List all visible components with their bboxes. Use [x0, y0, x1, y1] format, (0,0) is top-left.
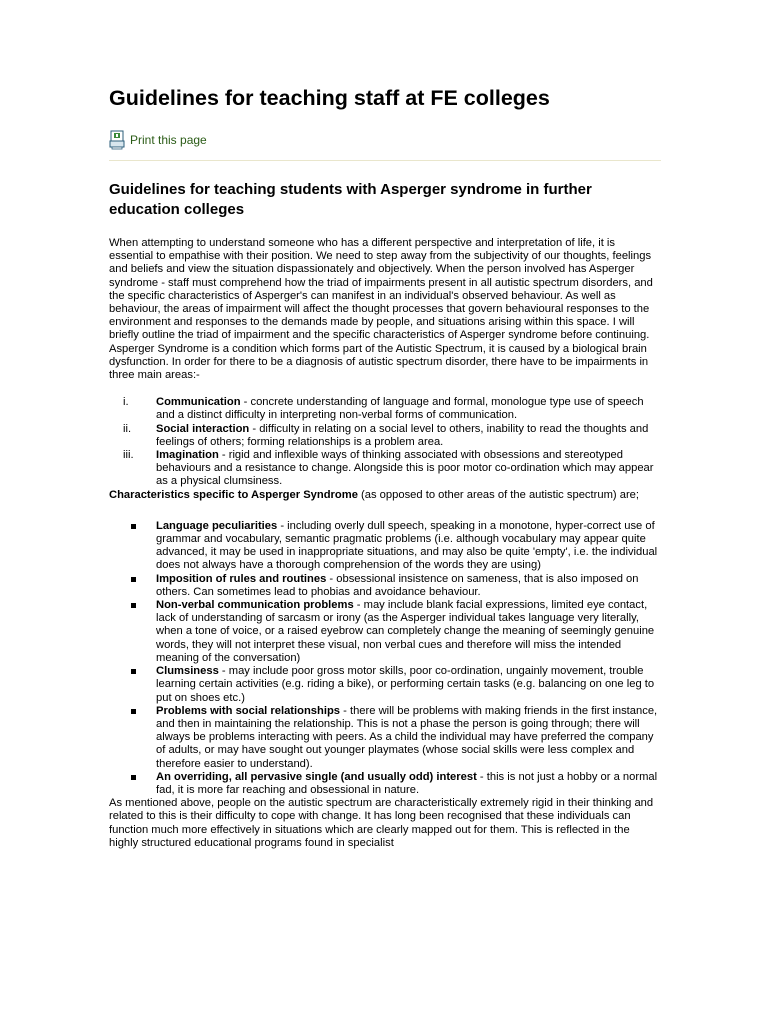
list-item	[109, 573, 661, 599]
list-number: ii.	[123, 422, 132, 435]
list-item	[109, 396, 661, 422]
list-text: - may include poor gross motor skills, poor co-ordination, ungainly movement, trouble learning certain activities (e.g. riding a bike), or performing certain tasks (e.g. balancing on one leg to put on shoes etc.)	[156, 665, 655, 704]
list-term: Communication	[156, 396, 241, 409]
article-subheading: Guidelines for teaching students with Asperger syndrome in further education colleges	[109, 181, 592, 218]
list-item	[109, 665, 661, 705]
list-text: - may include blank facial expressions, limited eye contact, lack of understanding of sarcasm or irony (as the Asperger individual takes language very literally, when a tone of voice, or a raised eyebrow can completely change the meaning of seemingly genuine words, they will not interpret these visual, non verbal cues and therefore will miss the intended meaning of the conversation)	[156, 599, 655, 664]
list-number: i.	[123, 396, 129, 409]
characteristics-paragraph	[109, 489, 661, 502]
list-text: - rigid and inflexible ways of thinking associated with obsessions and stereotyped behaviours and a resistance to change. Alongside this is poor motor co-ordination which may appear as a physical clumsiness.	[156, 449, 654, 488]
list-term: Problems with social relationships	[156, 704, 341, 717]
list-number: iii.	[123, 449, 134, 462]
list-text: - this is not just a hobby or a normal fad, it is more far reaching and obsessional in nature.	[156, 770, 658, 796]
list-item	[109, 520, 661, 573]
list-item	[109, 771, 661, 797]
bullet-icon	[131, 669, 136, 674]
list-item	[109, 599, 661, 665]
printer-icon[interactable]	[109, 130, 125, 150]
triad-list	[109, 396, 661, 488]
intro-paragraph-2: Asperger Syndrome is a condition which forms part of the Autistic Spectrum, it is caused by a biological brain dysfunction. In order for there to be a diagnosis of autistic spectrum disorder, there have to be impairments in three main areas:-	[109, 342, 649, 382]
print-link-row[interactable]	[109, 130, 207, 150]
list-term: An overriding, all pervasive single (and usually odd) interest	[156, 770, 477, 783]
page-title: Guidelines for teaching staff at FE colleges	[109, 86, 550, 110]
list-term: Social interaction	[156, 422, 250, 435]
list-item	[109, 705, 661, 771]
bullet-icon	[131, 577, 136, 582]
list-text: - there will be problems with making friends in the first instance, and then in maintaining the relationship. This is not a phase the person is going through; there will always be problems interacting with peers. As a child the individual may have preferred the company of adults, or may have sought out younger playmates (whose social skills were less complex and therefore easier to understand).	[156, 704, 658, 770]
list-text: - including overly dull speech, speaking in a monotone, hyper-correct use of grammar and vocabulary, semantic pragmatic problems (i.e. although vocabulary may appear quite advanced, it may be used in inappropriate situations, and may also be quite 'empty', i.e. the individual does not always have a thorough comprehension of the words they are using)	[156, 519, 658, 572]
print-page-link[interactable]: Print this page	[130, 133, 207, 147]
list-text: - concrete understanding of language and formal, monologue type use of speech and a distinct difficulty in interpreting non-verbal forms of communication.	[156, 396, 644, 422]
bullet-icon	[131, 603, 136, 608]
list-item	[109, 423, 661, 449]
list-term: Clumsiness	[156, 665, 219, 678]
characteristics-intro: (as opposed to other areas of the autistic spectrum) are;	[357, 488, 639, 501]
list-text: - obsessional insistence on sameness, that is also imposed on others. Can sometimes lead to phobias and avoidance behaviour.	[156, 572, 639, 598]
characteristics-list	[109, 520, 661, 797]
characteristics-heading: Characteristics specific to Asperger Syndrome	[109, 488, 358, 501]
article-body	[109, 237, 661, 850]
list-term: Imagination	[156, 449, 219, 462]
list-term: Language peculiarities	[156, 519, 278, 532]
bullet-icon	[131, 709, 136, 714]
bullet-icon	[131, 524, 136, 529]
list-term: Non-verbal communication problems	[156, 599, 354, 612]
bullet-icon	[131, 775, 136, 780]
list-text: - difficulty in relating on a social level to others, inability to read the thoughts and feelings of others; forming relationships is a problem area.	[156, 422, 649, 448]
closing-paragraph: As mentioned above, people on the autistic spectrum are characteristically extremely rigid in their thinking and related to this is their difficulty to cope with change. It has long been recognised that these individuals can function much more effectively in situations which are clearly mapped out for them. This is reflected in the highly structured educational programs found in specialist	[109, 797, 654, 849]
list-term: Imposition of rules and routines	[156, 572, 327, 585]
divider	[109, 160, 661, 161]
intro-paragraph: When attempting to understand someone who has a different perspective and interpretation of life, it is essential to empathise with their position. We need to step away from the subjectivity of our thoughts, feelings and beliefs and view the situation dispassionately and objectively. When the person involved has Asperger syndrome - staff must comprehend how the triad of impairments present in all autistic spectrum disorders, and the specific characteristics of Asperger's can manifest in an individual's observed behaviour. As well as behaviour, the areas of impairment will affect the thought processes that govern behavioural responses to the environment and responses to the demands made by people, and situations arising within this space. I will briefly outline the triad of impairment and the specific characteristics of Asperger syndrome before continuing.	[109, 237, 653, 342]
list-item	[109, 449, 661, 489]
